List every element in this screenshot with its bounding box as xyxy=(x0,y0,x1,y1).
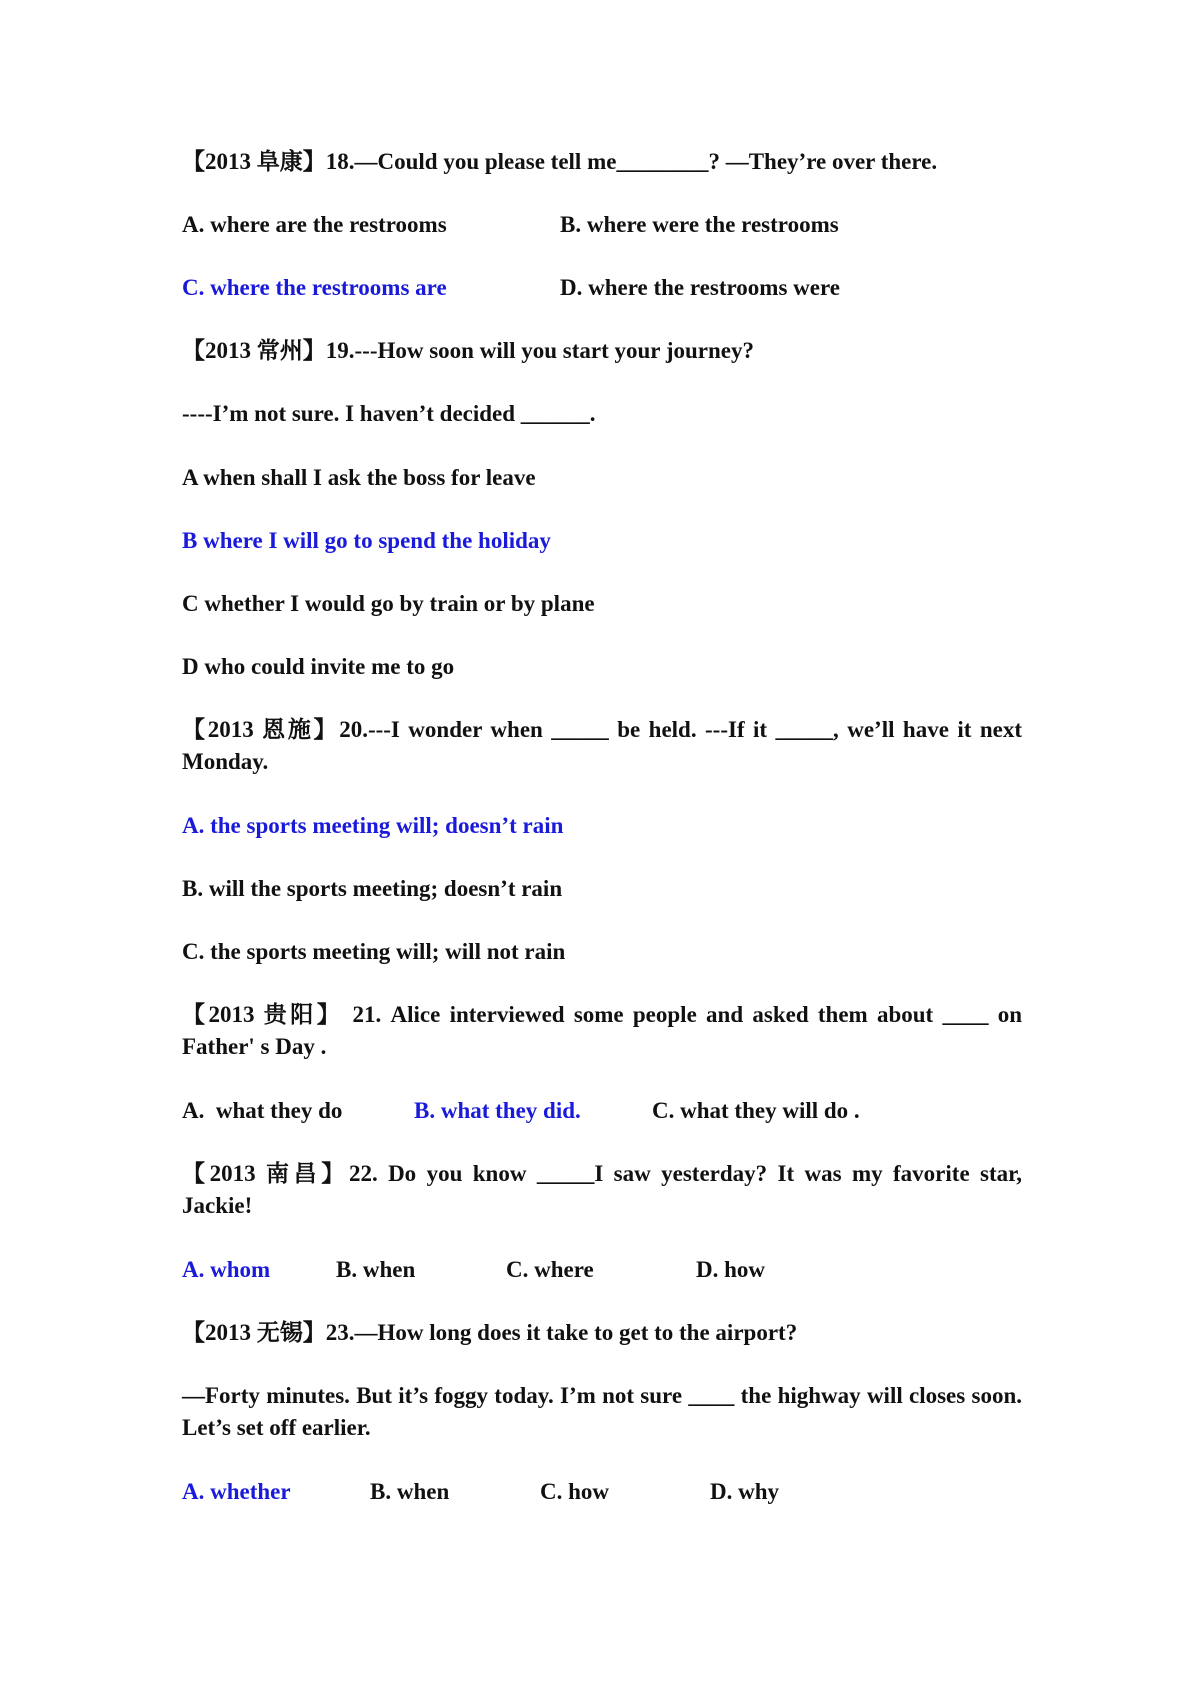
question-19-option-a: A when shall I ask the boss for leave xyxy=(182,465,536,490)
question-23-option-d: D. why xyxy=(710,1479,780,1504)
question-20-option-c: C. the sports meeting will; will not rain xyxy=(182,939,566,964)
question-19-option-d: D who could invite me to go xyxy=(182,654,455,679)
question-23-option-a-answer: A. whether xyxy=(182,1479,291,1504)
question-22-option-c: C. where xyxy=(506,1257,594,1282)
question-22-option-d: D. how xyxy=(696,1257,766,1282)
question-18-option-a: A. where are the restrooms xyxy=(182,212,447,237)
question-19-reply: ----I’m not sure. I haven’t decided ______. xyxy=(182,401,596,426)
question-20-stem: 【2013 恩施】20.---I wonder when _____ be held. ---If it _____, we’ll have it next Monday. xyxy=(182,717,1022,774)
question-19-option-c: C whether I would go by train or by plane xyxy=(182,591,595,616)
question-22-stem: 【2013 南昌】22. Do you know _____I saw yesterday? It was my favorite star, Jackie! xyxy=(182,1161,1022,1218)
question-23-option-b: B. when xyxy=(370,1479,450,1504)
question-23-stem: 【2013 无锡】23.—How long does it take to get to the airport? xyxy=(182,1320,798,1345)
question-20-option-a-answer: A. the sports meeting will; doesn’t rain xyxy=(182,813,564,838)
question-21-option-b-answer: B. what they did. xyxy=(414,1098,581,1123)
question-18-option-d: D. where the restrooms were xyxy=(560,275,840,300)
question-22-option-b: B. when xyxy=(336,1257,416,1282)
question-22-option-a-answer: A. whom xyxy=(182,1257,271,1282)
question-19-stem: 【2013 常州】19.---How soon will you start your journey? xyxy=(182,338,755,363)
question-23-reply: —Forty minutes. But it’s foggy today. I’m not sure ____ the highway will closes soon. Let’s set off earlier. xyxy=(182,1383,1022,1440)
question-18-option-c-answer: C. where the restrooms are xyxy=(182,275,447,300)
question-18-stem: 【2013 阜康】18.—Could you please tell me________? —They’re over there. xyxy=(182,149,938,174)
question-21-option-a: A. what they do xyxy=(182,1098,343,1123)
question-19-option-b-answer: B where I will go to spend the holiday xyxy=(182,528,551,553)
question-21-option-c: C. what they will do . xyxy=(652,1098,860,1123)
question-20-option-b: B. will the sports meeting; doesn’t rain xyxy=(182,876,563,901)
question-23-option-c: C. how xyxy=(540,1479,610,1504)
question-21-stem: 【2013 贵阳】 21. Alice interviewed some people and asked them about ____ on Father' s Day . xyxy=(182,1002,1022,1059)
question-18-option-b: B. where were the restrooms xyxy=(560,212,839,237)
